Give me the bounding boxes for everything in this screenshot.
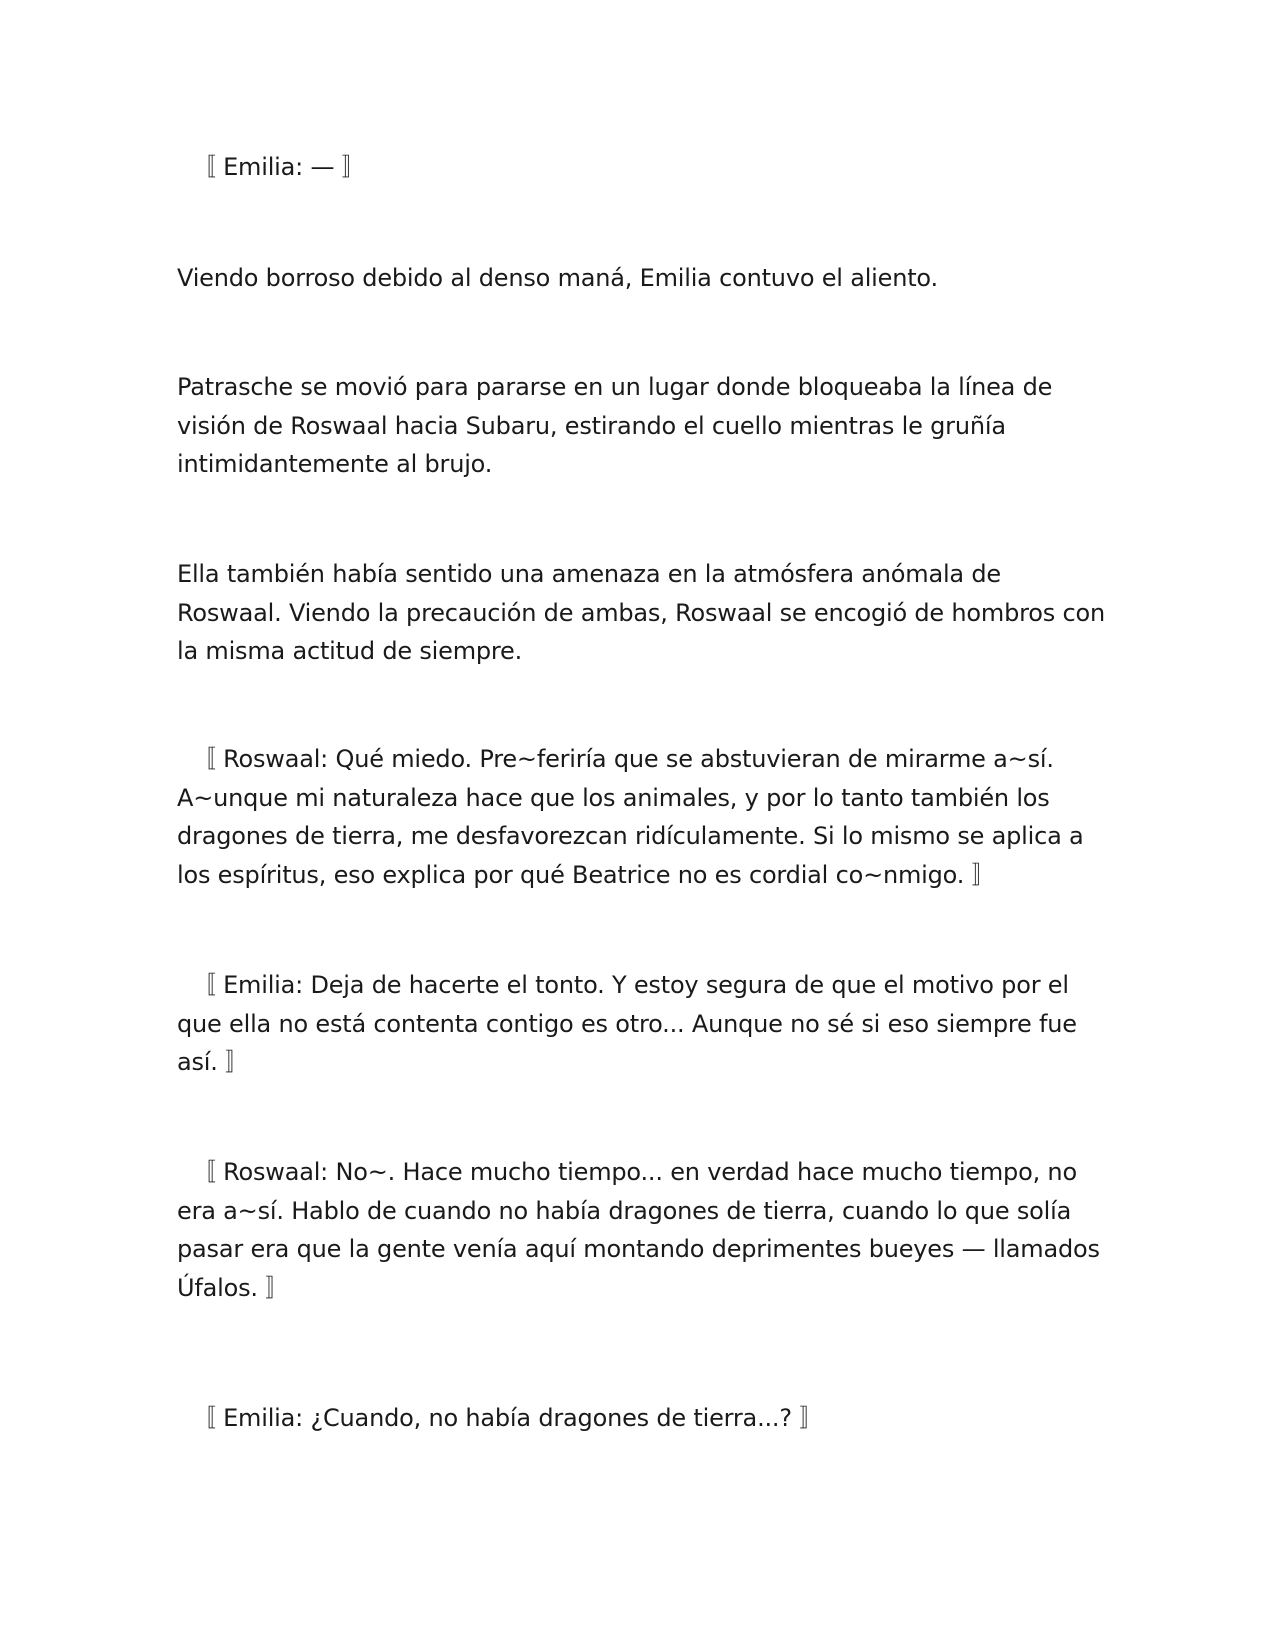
- dialogue-roswaal-1: 〚 Roswaal: Qué miedo. Pre~feriría que se abstuvieran de mirarme a~sí. A~unque mi naturaleza hace que los animales, y por lo tanto también los dragones de tierra, me desfavorezcan ridículamente. Si lo mismo se aplica a los espíritus, eso explica por qué Beatrice no es cordial co~nmigo. 〛: [177, 745, 1084, 889]
- narration-paragraph-3: Ella también había sentido una amenaza en la atmósfera anómala de Roswaal. Viendo la precaución de ambas, Roswaal se encogió de hombros con la misma actitud de siempre.: [177, 560, 1105, 665]
- narration-paragraph-2: Patrasche se movió para pararse en un lugar donde bloqueaba la línea de visión de Roswaal hacia Subaru, estirando el cuello mientras le gruñía intimidantemente al brujo.: [177, 373, 1053, 478]
- dialogue-emilia-1: 〚 Emilia: — 〛: [177, 153, 366, 181]
- dialogue-emilia-3: 〚 Emilia: ¿Cuando, no había dragones de tierra...? 〛: [177, 1404, 824, 1432]
- dialogue-roswaal-2: 〚 Roswaal: No~. Hace mucho tiempo... en verdad hace mucho tiempo, no era a~sí. Hablo de cuando no había dragones de tierra, cuando lo que solía pasar era que la gente venía aquí montando deprimentes bueyes — llamados Úfalos. 〛: [177, 1158, 1100, 1302]
- narration-paragraph-1: Viendo borroso debido al denso maná, Emilia contuvo el aliento.: [177, 264, 938, 292]
- dialogue-emilia-2: 〚 Emilia: Deja de hacerte el tonto. Y estoy segura de que el motivo por el que ella no está contenta contigo es otro... Aunque no sé si eso siempre fue así. 〛: [177, 971, 1077, 1076]
